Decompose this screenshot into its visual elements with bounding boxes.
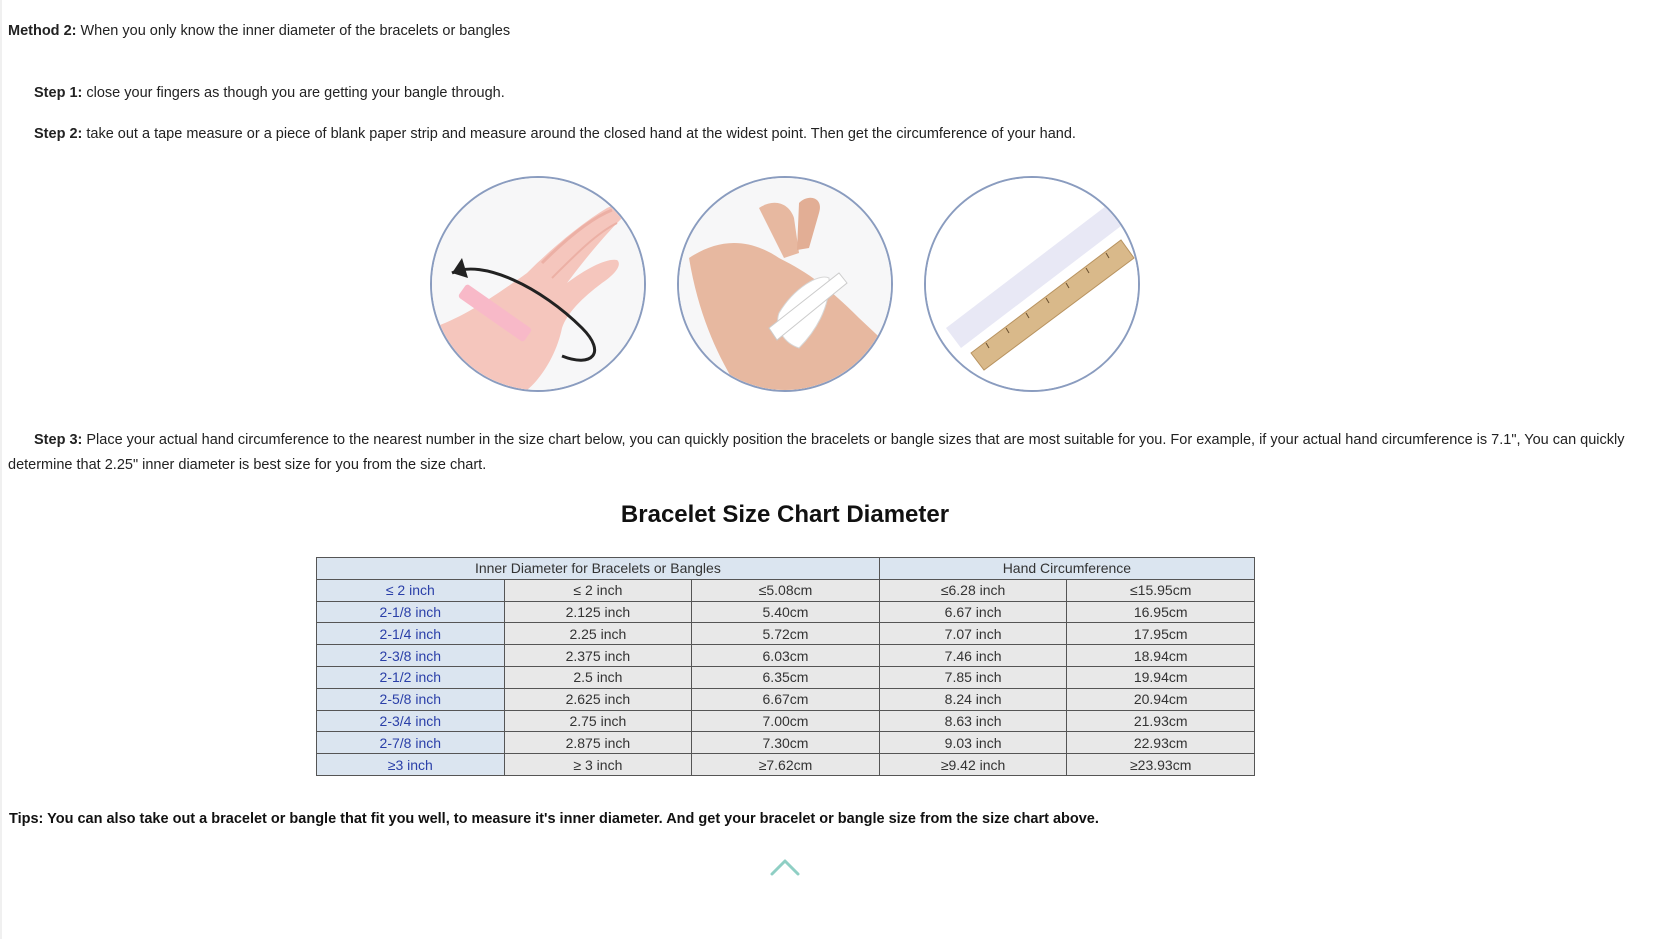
table-cell: 18.94cm	[1067, 645, 1255, 667]
table-cell: 2.75 inch	[504, 710, 692, 732]
size-label-cell: 2-5/8 inch	[317, 688, 505, 710]
method-heading	[8, 22, 510, 40]
step-3-label: Step 3:	[34, 432, 83, 448]
table-cell: 7.00cm	[692, 710, 880, 732]
table-cell: 20.94cm	[1067, 688, 1255, 710]
tips-text: Tips: You can also take out a bracelet or bangle that fit you well, to measure it's inner diameter. And get your bracelet or bangle size from the size chart above.	[9, 811, 1099, 827]
table-cell: ≤ 2 inch	[504, 579, 692, 601]
left-border	[0, 0, 2, 939]
size-label-cell: ≤ 2 inch	[317, 579, 505, 601]
illustration-row	[430, 176, 1150, 396]
table-cell: 2.375 inch	[504, 645, 692, 667]
chart-title: Bracelet Size Chart Diameter	[620, 501, 950, 528]
size-label-cell: 2-1/4 inch	[317, 623, 505, 645]
table-cell: ≤5.08cm	[692, 579, 880, 601]
table-cell: ≥ 3 inch	[504, 754, 692, 776]
table-row	[317, 579, 1255, 601]
table-row	[317, 710, 1255, 732]
table-cell: 17.95cm	[1067, 623, 1255, 645]
table-cell: 6.03cm	[692, 645, 880, 667]
hand-tape-measure-illustration	[430, 176, 646, 392]
table-cell: 7.46 inch	[879, 645, 1067, 667]
table-cell: 2.125 inch	[504, 601, 692, 623]
table-row	[317, 732, 1255, 754]
table-cell: 8.63 inch	[879, 710, 1067, 732]
size-label-cell: 2-3/4 inch	[317, 710, 505, 732]
table-cell: 7.07 inch	[879, 623, 1067, 645]
table-cell: 19.94cm	[1067, 666, 1255, 688]
step-1	[34, 84, 505, 102]
size-label-cell: 2-7/8 inch	[317, 732, 505, 754]
table-cell: 5.72cm	[692, 623, 880, 645]
size-label-cell: 2-1/2 inch	[317, 666, 505, 688]
table-cell: 2.5 inch	[504, 666, 692, 688]
step-2-label: Step 2:	[34, 126, 83, 142]
step-1-label: Step 1:	[34, 85, 83, 101]
table-row	[317, 688, 1255, 710]
table-row	[317, 754, 1255, 776]
table-row	[317, 601, 1255, 623]
size-label-cell: 2-1/8 inch	[317, 601, 505, 623]
table-cell: ≤6.28 inch	[879, 579, 1067, 601]
table-cell: ≤15.95cm	[1067, 579, 1255, 601]
table-cell: 2.25 inch	[504, 623, 692, 645]
table-cell: 9.03 inch	[879, 732, 1067, 754]
table-row	[317, 645, 1255, 667]
table-cell: 8.24 inch	[879, 688, 1067, 710]
table-body	[317, 579, 1255, 775]
step-1-text: close your fingers as though you are getting your bangle through.	[82, 85, 505, 101]
size-label-cell: ≥3 inch	[317, 754, 505, 776]
method-label: Method 2:	[8, 23, 77, 39]
table-header-row	[317, 558, 1255, 580]
ruler-paper-strip-illustration	[924, 176, 1140, 392]
table-cell: 6.67cm	[692, 688, 880, 710]
table-cell: 7.30cm	[692, 732, 880, 754]
table-cell: 7.85 inch	[879, 666, 1067, 688]
table-cell: 22.93cm	[1067, 732, 1255, 754]
chevron-up-icon	[768, 852, 802, 880]
table-cell: 16.95cm	[1067, 601, 1255, 623]
table-cell: 6.67 inch	[879, 601, 1067, 623]
table-cell: ≥23.93cm	[1067, 754, 1255, 776]
header-inner-diameter: Inner Diameter for Bracelets or Bangles	[317, 558, 880, 580]
step-3	[8, 428, 1653, 478]
header-hand-circumference: Hand Circumference	[879, 558, 1254, 580]
step-3-text: Place your actual hand circumference to the nearest number in the size chart below, you can quickly position the bracelets or bangle sizes that are most suitable for you. For example, if your actual hand circumference is 7.1", You can quickly determine that 2.25" inner diameter is best size for you from the size chart.	[8, 432, 1625, 473]
table-cell: 5.40cm	[692, 601, 880, 623]
table-cell: ≥9.42 inch	[879, 754, 1067, 776]
table-row	[317, 623, 1255, 645]
step-2-text: take out a tape measure or a piece of blank paper strip and measure around the closed hand at the widest point. Then get the circumference of your hand.	[82, 126, 1076, 142]
scroll-to-top-button[interactable]	[768, 852, 802, 880]
table-row	[317, 666, 1255, 688]
table-cell: 21.93cm	[1067, 710, 1255, 732]
step-2	[34, 125, 1076, 143]
hand-paper-strip-illustration	[677, 176, 893, 392]
table-cell: 6.35cm	[692, 666, 880, 688]
table-cell: 2.875 inch	[504, 732, 692, 754]
table-cell: 2.625 inch	[504, 688, 692, 710]
method-text: When you only know the inner diameter of the bracelets or bangles	[76, 23, 511, 39]
bracelet-size-table	[316, 557, 1255, 776]
size-label-cell: 2-3/8 inch	[317, 645, 505, 667]
table-cell: ≥7.62cm	[692, 754, 880, 776]
